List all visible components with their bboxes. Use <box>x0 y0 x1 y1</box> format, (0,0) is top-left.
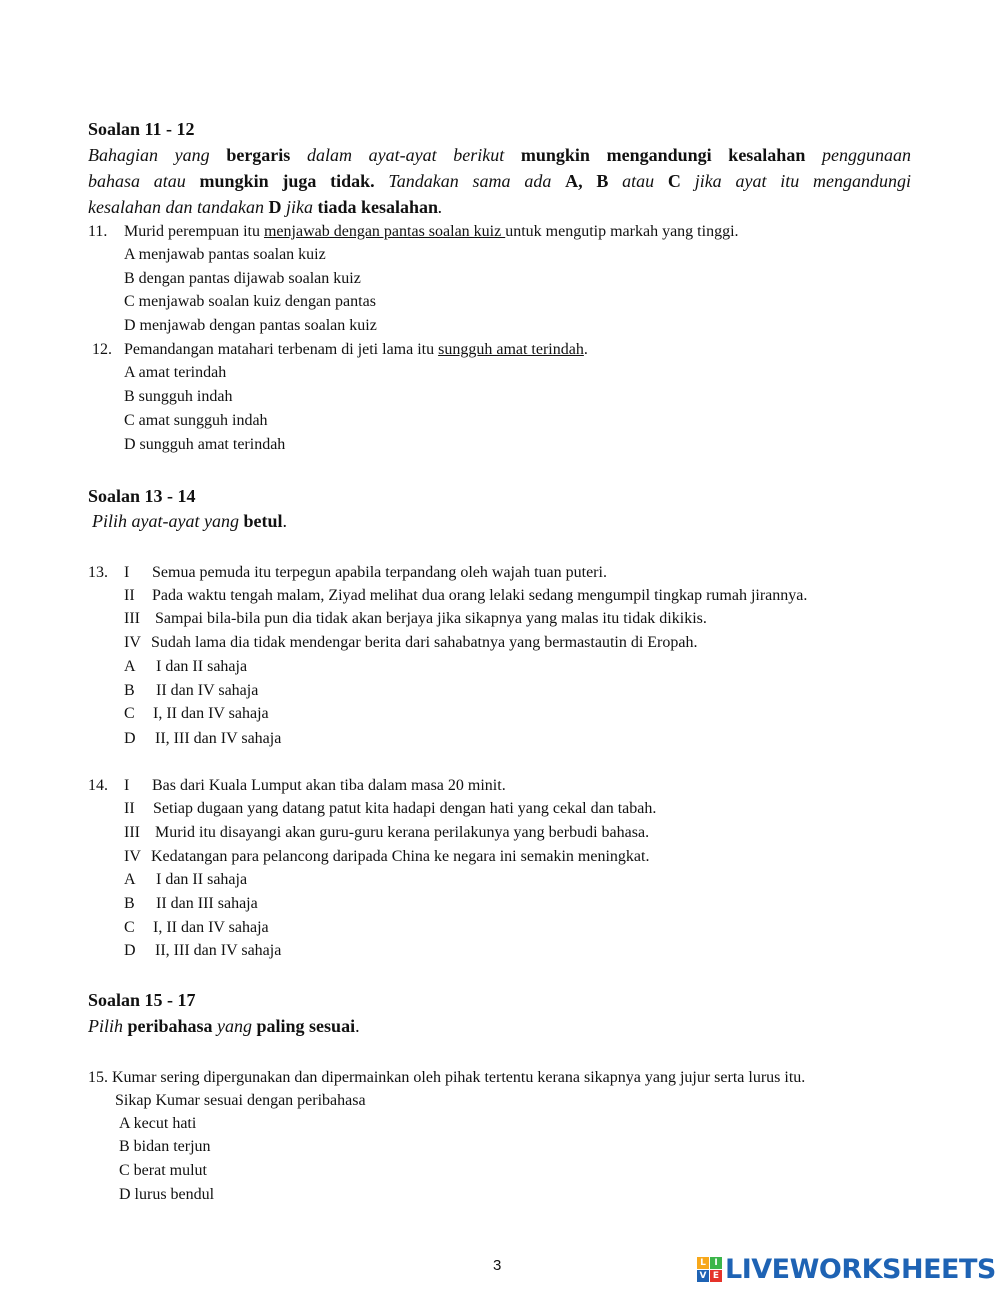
q14-statement-1: Bas dari Kuala Lumput akan tiba dalam masa 20 minit. <box>152 777 506 794</box>
q14-roman-3: III <box>124 824 140 841</box>
question-11-number: 11. <box>88 223 108 240</box>
q14-option-d[interactable]: D II, III dan IV sahaja <box>124 942 282 959</box>
logo-letter-v: V <box>697 1270 709 1282</box>
q13-statement-1: Semua pemuda itu terpegun apabila terpandang oleh wajah tuan puteri. <box>152 564 607 581</box>
q14-option-c[interactable]: C I, II dan IV sahaja <box>124 919 269 936</box>
instruction-line-2: bahasa atau mungkin juga tidak. Tandakan sama ada A, B atau C jika ayat itu mengandungi <box>88 171 911 191</box>
liveworksheets-logo[interactable] <box>697 1254 996 1285</box>
question-13-number: 13. <box>88 564 108 581</box>
page-number: 3 <box>493 1257 502 1274</box>
q13-statement-4: Sudah lama dia tidak mendengar berita dari sahabatnya yang bermastautin di Eropah. <box>151 634 698 651</box>
q13-statement-2: Pada waktu tengah malam, Ziyad melihat dua orang lelaki sedang mengumpil tingkap rumah jirannya. <box>152 587 808 604</box>
question-12-text: Pemandangan matahari terbenam di jeti lama itu sungguh amat terindah. <box>124 341 588 358</box>
section-heading-15-17: Soalan 15 - 17 <box>88 990 196 1010</box>
q13-option-a[interactable]: A I dan II sahaja <box>124 658 248 675</box>
logo-icon <box>697 1257 722 1282</box>
logo-letter-e: E <box>710 1270 722 1282</box>
q11-option-a[interactable]: A menjawab pantas soalan kuiz <box>124 246 326 263</box>
q11-option-c[interactable]: C menjawab soalan kuiz dengan pantas <box>124 293 376 310</box>
question-15-text: 15. Kumar sering dipergunakan dan dipermainkan oleh pihak tertentu kerana sikapnya yang jujur serta lurus itu. <box>88 1069 806 1086</box>
instruction-line-3: kesalahan dan tandakan D jika tiada kesalahan. <box>88 197 443 217</box>
instruction-15-17: Pilih peribahasa yang paling sesuai. <box>88 1016 360 1036</box>
instruction-line-1: Bahagian yang bergaris dalam ayat-ayat berikut mungkin mengandungi kesalahan penggunaan <box>88 145 911 165</box>
q12-option-c[interactable]: C amat sungguh indah <box>124 412 268 429</box>
q13-statement-3: Sampai bila-bila pun dia tidak akan berjaya jika sikapnya yang malas itu tidak dikikis. <box>155 610 707 627</box>
q15-option-b[interactable]: B bidan terjun <box>119 1138 211 1155</box>
underlined-phrase: menjawab dengan pantas soalan kuiz <box>263 223 506 240</box>
q11-option-b[interactable]: B dengan pantas dijawab soalan kuiz <box>124 270 361 287</box>
logo-letter-i: I <box>710 1257 722 1269</box>
section-heading-13-14: Soalan 13 - 14 <box>88 486 196 506</box>
q11-option-d[interactable]: D menjawab dengan pantas soalan kuiz <box>124 317 377 334</box>
logo-text: LIVEWORKSHEETS <box>725 1254 996 1285</box>
q14-statement-2: Setiap dugaan yang datang patut kita hadapi dengan hati yang cekal dan tabah. <box>153 800 657 817</box>
q14-option-a[interactable]: A I dan II sahaja <box>124 871 248 888</box>
logo-letter-l: L <box>697 1257 709 1269</box>
q14-roman-4: IV <box>124 848 141 865</box>
q13-roman-2: II <box>124 587 135 604</box>
q14-statement-4: Kedatangan para pelancong daripada China ke negara ini semakin meningkat. <box>151 848 650 865</box>
q13-roman-4: IV <box>124 634 141 651</box>
q12-option-d[interactable]: D sungguh amat terindah <box>124 436 286 453</box>
q12-option-a[interactable]: A amat terindah <box>124 364 227 381</box>
q14-roman-2: II <box>124 800 135 817</box>
q14-statement-3: Murid itu disayangi akan guru-guru kerana perilakunya yang berbudi bahasa. <box>155 824 650 841</box>
section-heading-11-12: Soalan 11 - 12 <box>88 119 195 139</box>
question-11-text: Murid perempuan itu menjawab dengan pantas soalan kuiz untuk mengutip markah yang tinggi. <box>124 223 739 240</box>
q13-option-b[interactable]: B II dan IV sahaja <box>124 682 259 699</box>
q13-option-d[interactable]: D II, III dan IV sahaja <box>124 730 282 747</box>
question-12-number: 12. <box>92 341 112 358</box>
question-15-prompt: Sikap Kumar sesuai dengan peribahasa <box>115 1092 366 1109</box>
q14-roman-1: I <box>124 777 130 794</box>
instruction-13-14: Pilih ayat-ayat yang betul. <box>92 511 287 531</box>
q15-option-c[interactable]: C berat mulut <box>119 1162 207 1179</box>
q12-option-b[interactable]: B sungguh indah <box>124 388 233 405</box>
q15-option-a[interactable]: A kecut hati <box>119 1115 197 1132</box>
question-14-number: 14. <box>88 777 108 794</box>
q14-option-b[interactable]: B II dan III sahaja <box>124 895 258 912</box>
q13-option-c[interactable]: C I, II dan IV sahaja <box>124 705 269 722</box>
q13-roman-1: I <box>124 564 130 581</box>
q13-roman-3: III <box>124 610 140 627</box>
q15-option-d[interactable]: D lurus bendul <box>119 1186 215 1203</box>
underlined-phrase: sungguh amat terindah <box>438 341 584 358</box>
